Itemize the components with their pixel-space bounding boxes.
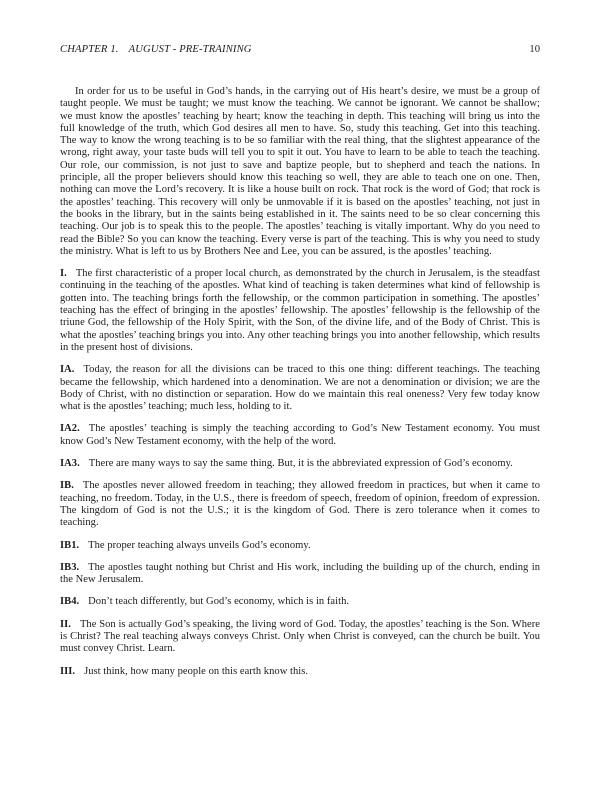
page-body (60, 86, 540, 678)
paragraph-ib3-text: The apostles taught nothing but Christ and His work, including the building up of the church, ending in the New Jerusalem. (60, 561, 540, 586)
text-block (60, 44, 540, 688)
paragraph-ib3 (60, 562, 540, 587)
paragraph-iii-text: Just think, how many people on this earth know this. (84, 665, 309, 677)
paragraph-iii-label: III. (60, 665, 76, 677)
paragraph-i-text: The first characteristic of a proper local church, as demonstrated by the church in Jerusalem, is the steadfast continuing in the teaching of the apostles. What kind of teaching is taken determines what kind of fellowship is gotten into. The teaching brings forth the fellowship, or the common participation in something. The apostles’ teaching has the effect of bringing in the apostles’ fellowship. The apostles’ fellowship is the fellowship of the triune God, the fellowship of the Holy Spirit, with the Son, of the divine life, and of the Body of Christ. This is what the apostles’ teaching brings you into. Any other teaching brings you into another fellowship, which results in the present host of divisions. (60, 268, 540, 353)
paragraph-ia (60, 364, 540, 413)
paragraph-ii (60, 619, 540, 656)
paragraph-ib4-label: IB4. (60, 596, 80, 608)
intro-paragraph: In order for us to be useful in God’s hands, in the carrying out of His heart’s desire, we must be a group of taught people. We must be taught; we must know the teaching. We cannot be ignorant. We cannot be shallow; we must know the apostles’ teaching by heart; know the teaching in depth. This teaching will bring us into the full knowledge of the truth, which God desires all men to have. So, study this teaching. Get into this teaching. The way to know the wrong teaching is to be so familiar with the real thing, that the slightest appearance of the wrong, right away, your taste buds will tell you to spit it out. You have to learn to be able to teach the teaching. Our role, our commission, is not just to save and baptize people, but to shepherd and teach the nations. In principle, all the proper believers should know this teaching so well, they are able to teach one on one. Then, nothing can move the Lord’s recovery. It is like a house built on rock. That rock is the word of God; that rock is the apostles’ teaching. This recovery will only be unmovable if it is based on the apostles’ teaching, not just in the books in the library, but in the saints being established in it. The saints need to be so clear concerning this teaching. Our job is to speak this to the people. The apostles’ teaching is vitally important. Why do you need to read the Bible? So you can know the teaching. Every verse is part of the teaching. This is why you need to study the ministry. What is left to us by Brothers Nee and Lee, you can be assured, is the apostles’ teaching. (60, 86, 540, 257)
paragraph-ib4-text: Don’t teach differently, but God’s economy, which is in faith. (88, 596, 350, 608)
paragraph-ib1-label: IB1. (60, 539, 80, 551)
paragraph-ia-label: IA. (60, 364, 75, 376)
paragraph-ib-text: The apostles never allowed freedom in teaching; they allowed freedom in practices, but when it came to teaching, no freedom. Today, in the U.S., there is freedom of speech, freedom of opinion, freedom of expression. The kingdom of God is not the U.S.; it is the kingdom of God. There is zero tolerance when it comes to teaching. (60, 480, 540, 529)
running-header (60, 44, 540, 56)
paragraph-ii-label: II. (60, 618, 71, 630)
paragraph-ia2-label: IA2. (60, 423, 80, 435)
paragraph-ia3-text: There are many ways to say the same thing. But, it is the abbreviated expression of God’s economy. (88, 458, 513, 470)
paragraph-ib1-text: The proper teaching always unveils God’s economy. (88, 539, 311, 551)
paragraph-ii-text: The Son is actually God’s speaking, the living word of God. Today, the apostles’ teaching is the Son. Where is Christ? The real teaching always conveys Christ. Only when Christ is conveyed, can the church be built. You must convey Christ. Learn. (60, 618, 540, 655)
paragraph-ia-text: Today, the reason for all the divisions can be traced to this one thing: different teachings. The teaching became the fellowship, which hardened into a denomination. We are not a denomination or division; we are the Body of Christ, with no distinction or separation. How do we maintain this real oneness? Very few today know what is the apostles’ teaching; much less, holding to it. (60, 364, 540, 413)
paragraph-iii (60, 666, 540, 678)
paragraph-ia3 (60, 458, 540, 470)
paragraph-i-label: I. (60, 268, 67, 280)
paragraph-ia2 (60, 423, 540, 448)
paragraph-ib (60, 480, 540, 529)
chapter-heading (60, 44, 252, 56)
chapter-title: AUGUST - PRE-TRAINING (128, 44, 252, 55)
paragraph-i (60, 268, 540, 354)
paragraph-ib1 (60, 540, 540, 552)
paragraph-ib-label: IB. (60, 480, 74, 492)
page-number: 10 (529, 44, 540, 55)
paragraph-ia3-label: IA3. (60, 458, 80, 470)
paragraph-ib4 (60, 596, 540, 608)
paragraph-ib3-label: IB3. (60, 561, 80, 573)
paragraph-ia2-text: The apostles’ teaching is simply the teaching according to God’s New Testament economy. You must know God’s New Testament economy, with the help of the word. (60, 423, 540, 447)
chapter-label: CHAPTER 1. (60, 44, 119, 55)
